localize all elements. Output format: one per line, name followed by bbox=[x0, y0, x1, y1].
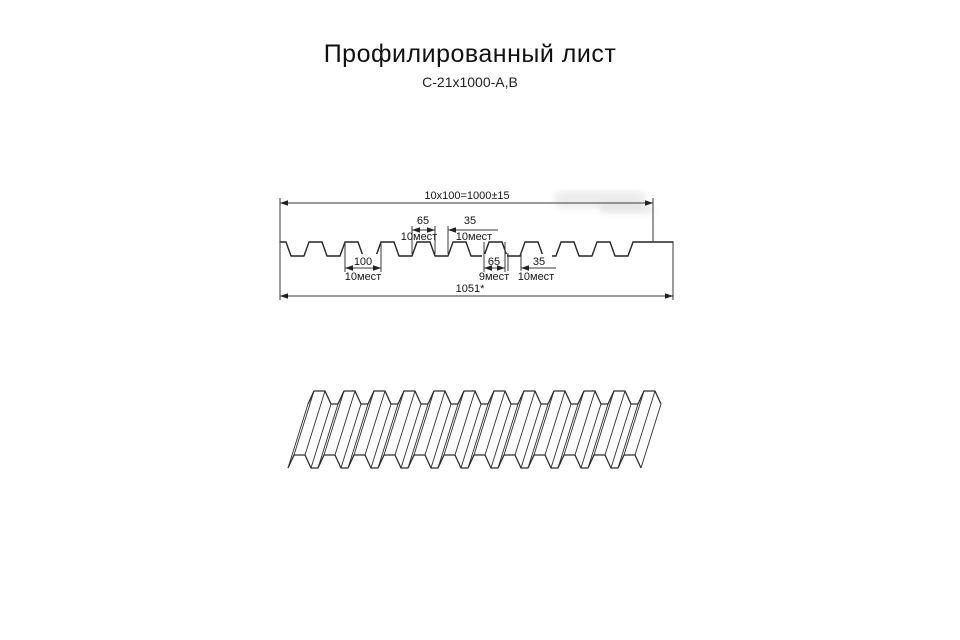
dim-total-width: 1051* bbox=[455, 283, 485, 295]
isometric-sheet-view bbox=[288, 391, 661, 468]
dim-upper-65-value: 65 bbox=[416, 215, 430, 227]
dim-lower-100-value: 100 bbox=[353, 256, 373, 268]
profile-outline bbox=[280, 242, 673, 256]
dim-lower-65-value: 65 bbox=[487, 256, 501, 268]
page-title: Профилированный лист bbox=[323, 40, 617, 68]
dim-lower-100-places: 10мест bbox=[344, 271, 382, 283]
dim-upper-35-value: 35 bbox=[463, 215, 477, 227]
dim-overall-top: 10x100=1000±15 bbox=[424, 190, 510, 202]
dim-lower-65-places: 9мест bbox=[478, 271, 510, 283]
page-subtitle: С-21x1000-А,В bbox=[422, 74, 518, 90]
dim-lower-35-places: 10мест bbox=[517, 271, 555, 283]
dim-lower-35-value: 35 bbox=[532, 256, 546, 268]
dim-upper-35-places: 10мест bbox=[455, 231, 493, 243]
dim-upper-65-places: 10мест bbox=[400, 231, 438, 243]
cross-section-drawing bbox=[280, 190, 673, 300]
